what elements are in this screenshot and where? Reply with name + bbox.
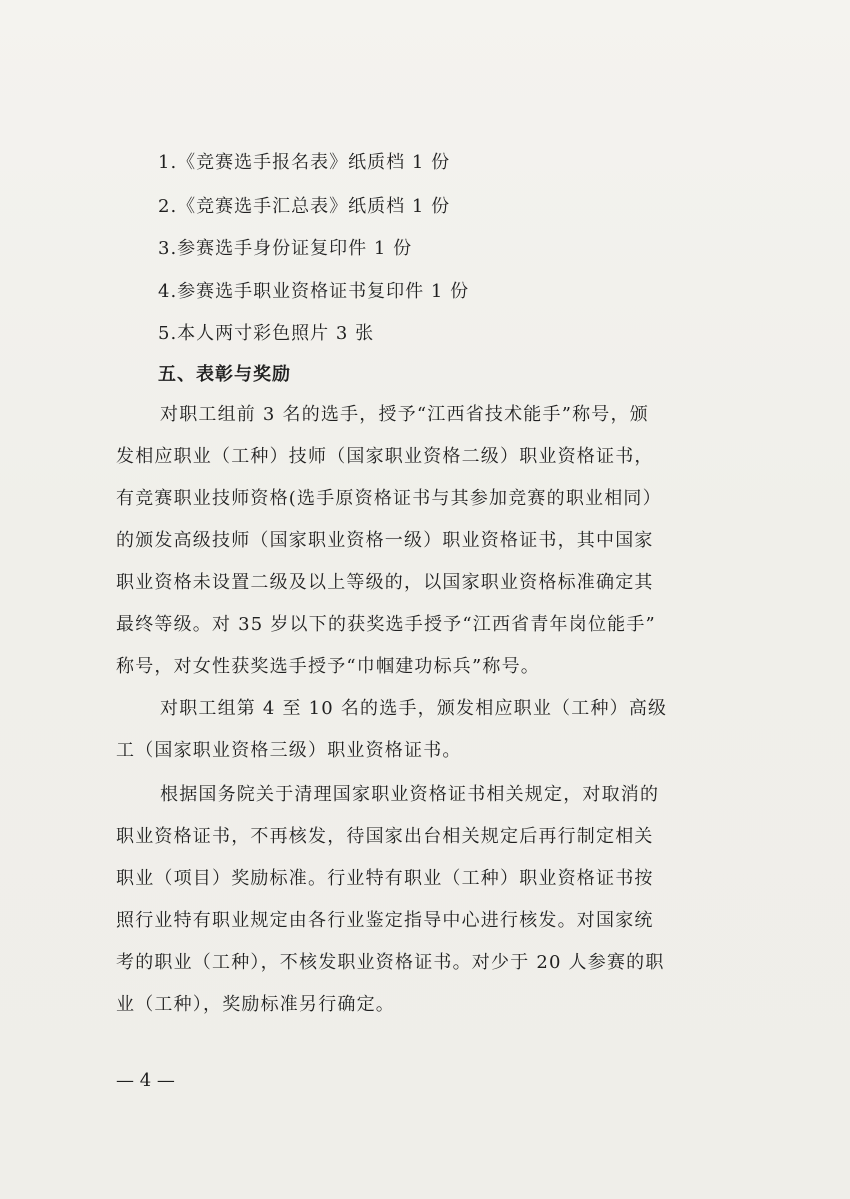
paragraph-line: 发相应职业（工种）技师（国家职业资格二级）职业资格证书， [116, 446, 654, 467]
paragraph-line: 工（国家职业资格三级）职业资格证书。 [116, 740, 462, 761]
paragraph-line: 对职工组第 4 至 10 名的选手，颁发相应职业（工种）高级 [160, 698, 668, 719]
paragraph-line: 的颁发高级技师（国家职业资格一级）职业资格证书，其中国家 [116, 530, 654, 551]
paragraph-line: 照行业特有职业规定由各行业鉴定指导中心进行核发。对国家统 [116, 910, 654, 931]
paragraph-line: 职业（项目）奖励标准。行业特有职业（工种）职业资格证书按 [116, 868, 654, 889]
paragraph-line: 有竞赛职业技师资格(选手原资格证书与其参加竞赛的职业相同） [116, 488, 662, 509]
paragraph-line: 考的职业（工种），不核发职业资格证书。对少于 20 人参赛的职 [116, 952, 665, 973]
list-item: 1.《竞赛选手报名表》纸质档 1 份 [158, 152, 451, 173]
paragraph-line: 最终等级。对 35 岁以下的获奖选手授予“江西省青年岗位能手” [116, 614, 656, 635]
paragraph-line: 业（工种），奖励标准另行确定。 [116, 994, 395, 1015]
list-item: 3.参赛选手身份证复印件 1 份 [158, 238, 413, 259]
paragraph-line: 称号，对女性获奖选手授予“巾帼建功标兵”称号。 [116, 656, 541, 677]
page-number: — 4 — [116, 1070, 175, 1091]
paragraph-line: 对职工组前 3 名的选手，授予“江西省技术能手”称号，颁 [160, 404, 649, 425]
paragraph-line: 根据国务院关于清理国家职业资格证书相关规定，对取消的 [160, 784, 660, 805]
section-heading: 五、表彰与奖励 [158, 364, 291, 385]
list-item: 4.参赛选手职业资格证书复印件 1 份 [158, 281, 470, 302]
paragraph-line: 职业资格未设置二级及以上等级的，以国家职业资格标准确定其 [116, 572, 654, 593]
paragraph-line: 职业资格证书，不再核发，待国家出台相关规定后再行制定相关 [116, 826, 654, 847]
list-item: 5.本人两寸彩色照片 3 张 [158, 323, 375, 344]
list-item: 2.《竞赛选手汇总表》纸质档 1 份 [158, 196, 451, 217]
